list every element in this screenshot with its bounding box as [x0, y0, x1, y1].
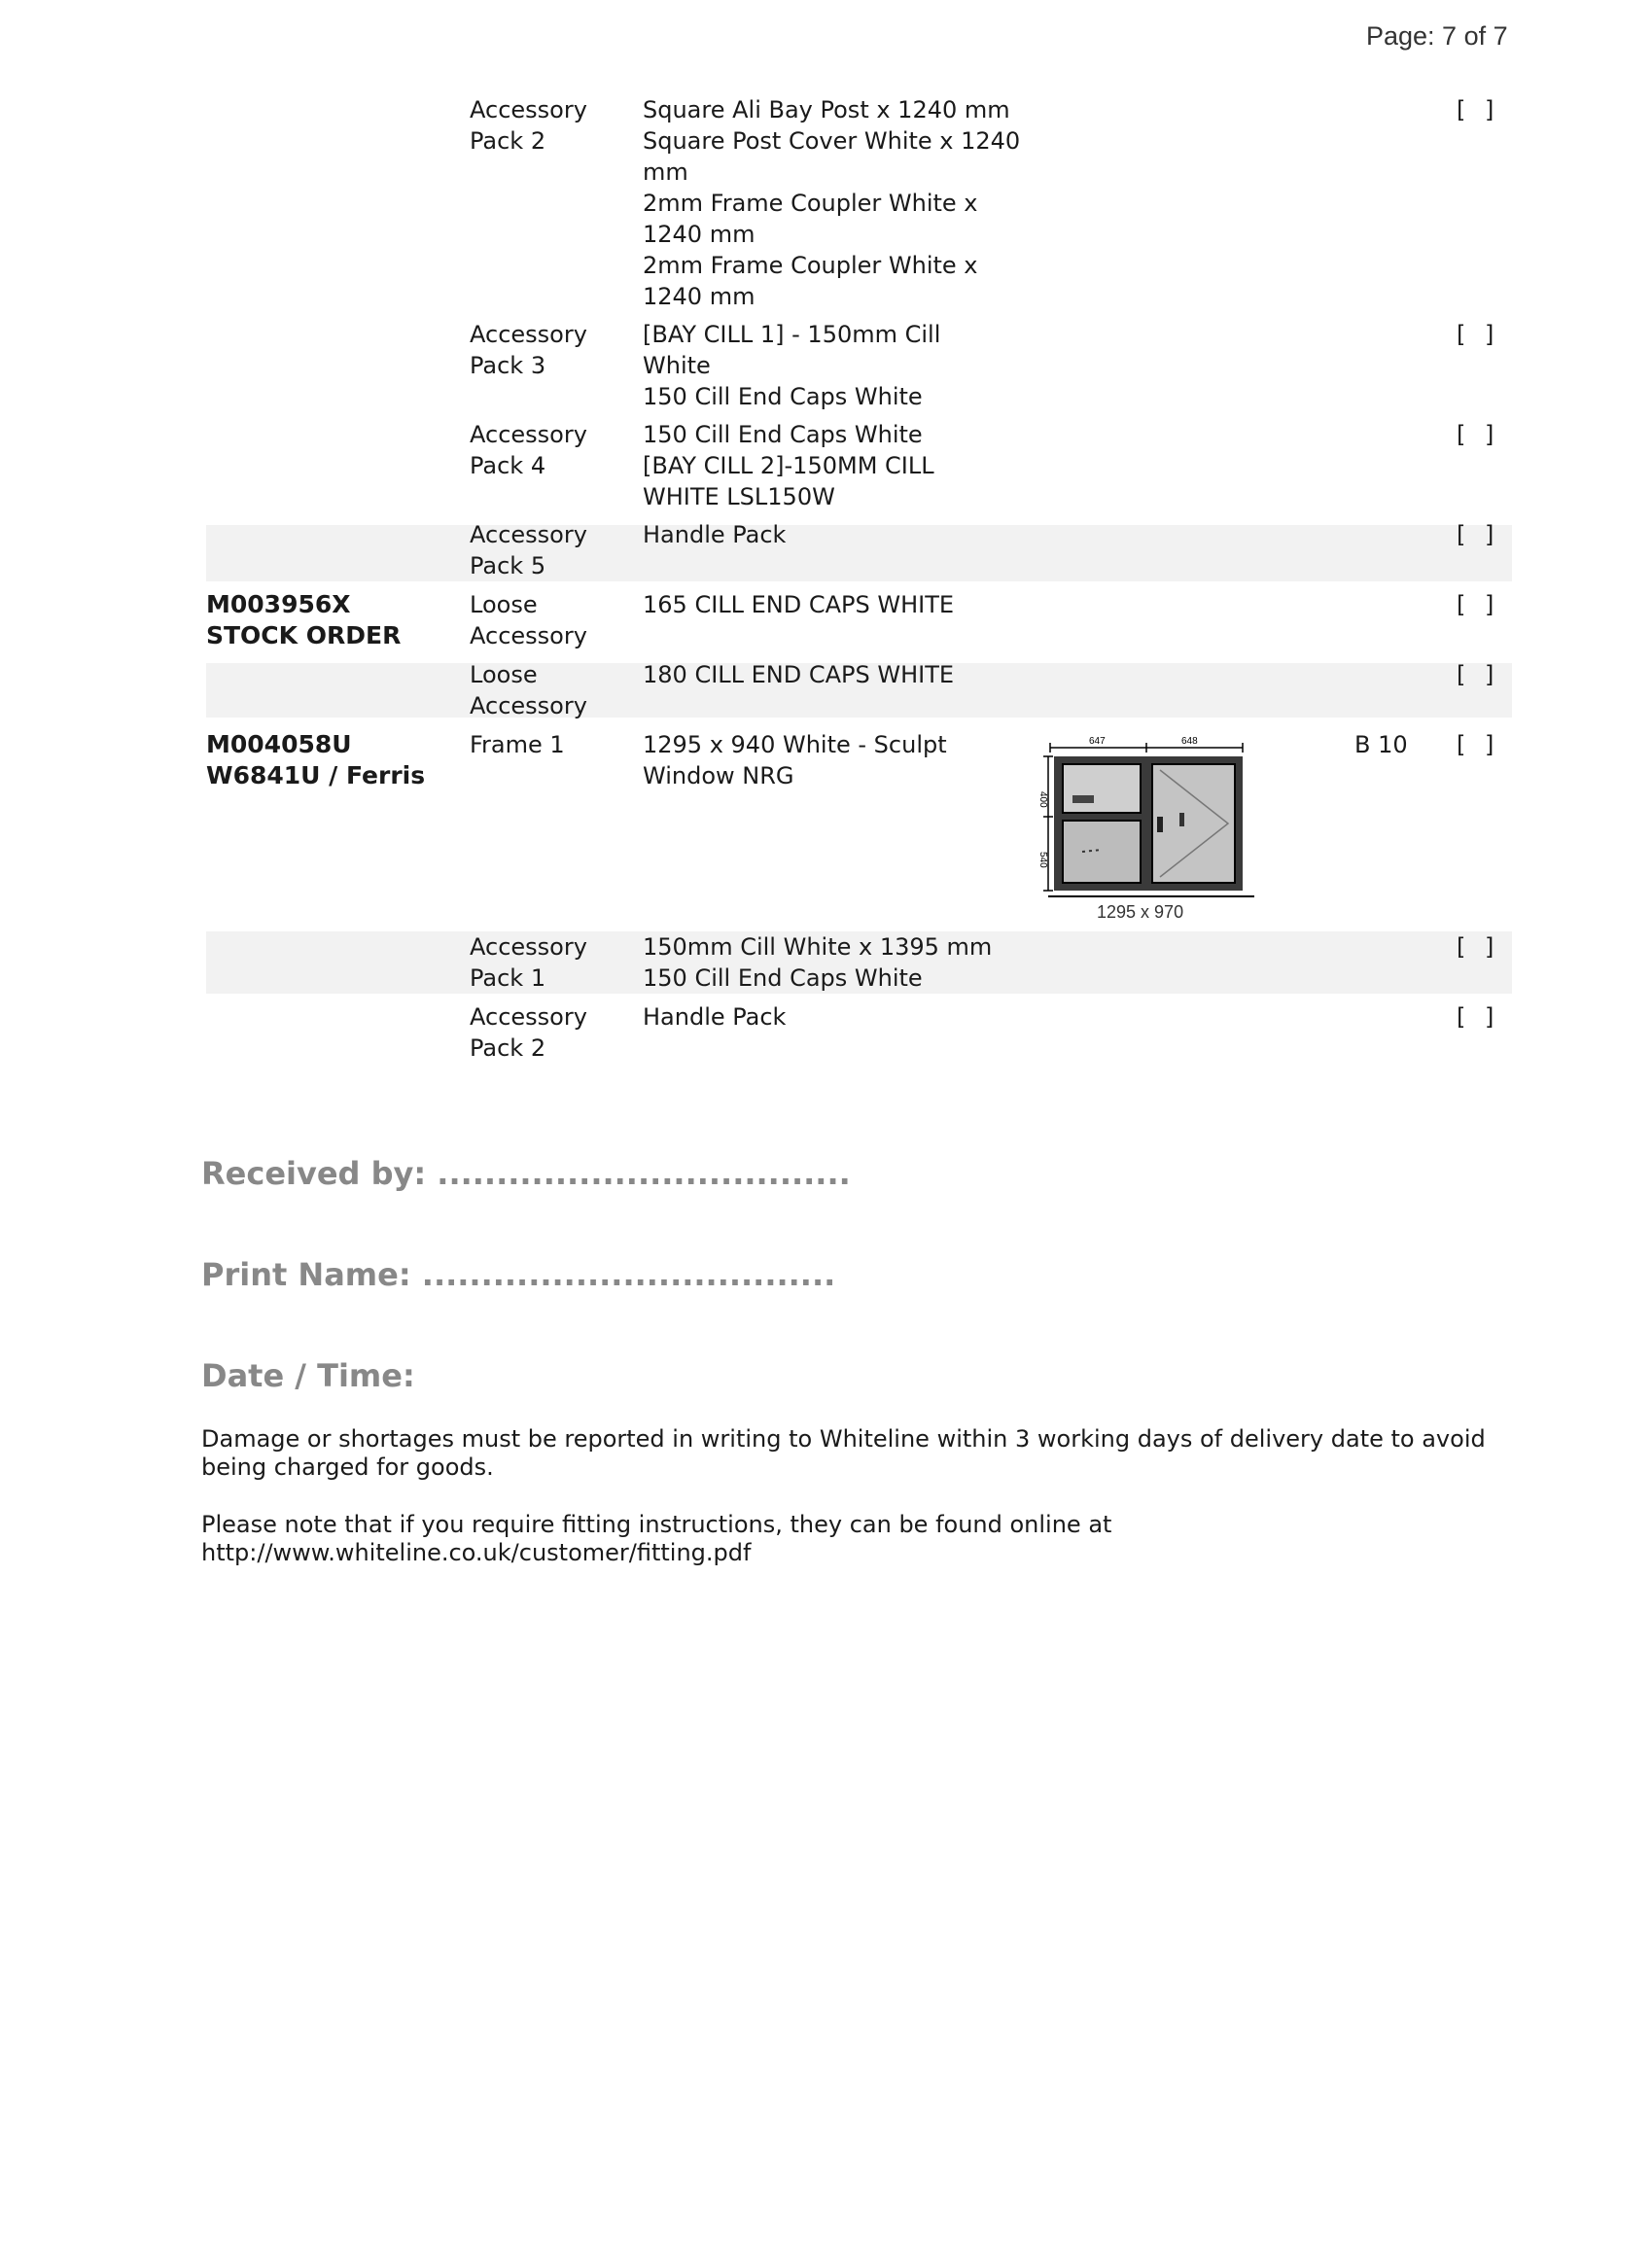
item-type: Accessory Pack 2 — [470, 1003, 587, 1062]
item-description: [BAY CILL 1] - 150mm Cill White 150 Cill End Caps White — [643, 321, 941, 410]
order-reference: M003956X STOCK ORDER — [206, 590, 402, 649]
received-by-field: Received by: ................................... — [201, 1155, 851, 1192]
item-description: 1295 x 940 White - Sculpt Window NRG — [643, 731, 947, 789]
item-type: Frame 1 — [470, 731, 565, 758]
checkbox-placeholder: [ ] — [1457, 591, 1500, 618]
location-code: B 10 — [1354, 731, 1408, 758]
checkbox-placeholder: [ ] — [1457, 731, 1500, 758]
dimension-label: 400 — [1037, 791, 1048, 808]
checkbox-placeholder: [ ] — [1457, 421, 1500, 448]
item-type: Accessory Pack 1 — [470, 933, 587, 992]
date-time-field: Date / Time: — [201, 1357, 415, 1394]
item-type: Loose Accessory — [470, 661, 587, 719]
checkbox-placeholder: [ ] — [1457, 661, 1500, 688]
item-description: 180 CILL END CAPS WHITE — [643, 661, 955, 688]
checkbox-placeholder: [ ] — [1457, 933, 1500, 961]
item-type: Accessory Pack 2 — [470, 96, 587, 155]
dimension-label: 647 — [1089, 736, 1106, 747]
fitting-notice: Please note that if you require fitting instructions, they can be found online at http://www.whiteline.co.uk/customer/fitting.pdf — [201, 1511, 1112, 1566]
item-type: Loose Accessory — [470, 591, 587, 649]
dimension-label: 540 — [1037, 852, 1048, 868]
item-description: 150mm Cill White x 1395 mm 150 Cill End Caps White — [643, 933, 993, 992]
checkbox-placeholder: [ ] — [1457, 96, 1500, 123]
print-name-field: Print Name: ................................... — [201, 1256, 836, 1293]
item-type: Accessory Pack 3 — [470, 321, 587, 379]
dimension-label: 648 — [1181, 736, 1198, 747]
checkbox-placeholder: [ ] — [1457, 521, 1500, 548]
window-frame-diagram — [1029, 735, 1254, 926]
item-description: 165 CILL END CAPS WHITE — [643, 591, 955, 618]
item-description: 150 Cill End Caps White [BAY CILL 2]-150MM CILL WHITE LSL150W — [643, 421, 934, 510]
checkbox-placeholder: [ ] — [1457, 321, 1500, 348]
item-description: Handle Pack — [643, 1003, 787, 1031]
dimension-label: 1295 x 970 — [1097, 902, 1184, 922]
item-type: Accessory Pack 5 — [470, 521, 587, 579]
page-number: Page: 7 of 7 — [1366, 21, 1508, 51]
checkbox-placeholder: [ ] — [1457, 1003, 1500, 1031]
order-reference: M004058U W6841U / Ferris — [206, 730, 426, 789]
item-type: Accessory Pack 4 — [470, 421, 587, 479]
item-description: Square Ali Bay Post x 1240 mm Square Post Cover White x 1240 mm 2mm Frame Coupler White x 1240 mm 2mm Frame Coupler White x 1240 mm — [643, 96, 1021, 310]
damage-notice: Damage or shortages must be reported in writing to Whiteline within 3 working days of delivery date to avoid being charged for goods. — [201, 1425, 1486, 1481]
item-description: Handle Pack — [643, 521, 787, 548]
